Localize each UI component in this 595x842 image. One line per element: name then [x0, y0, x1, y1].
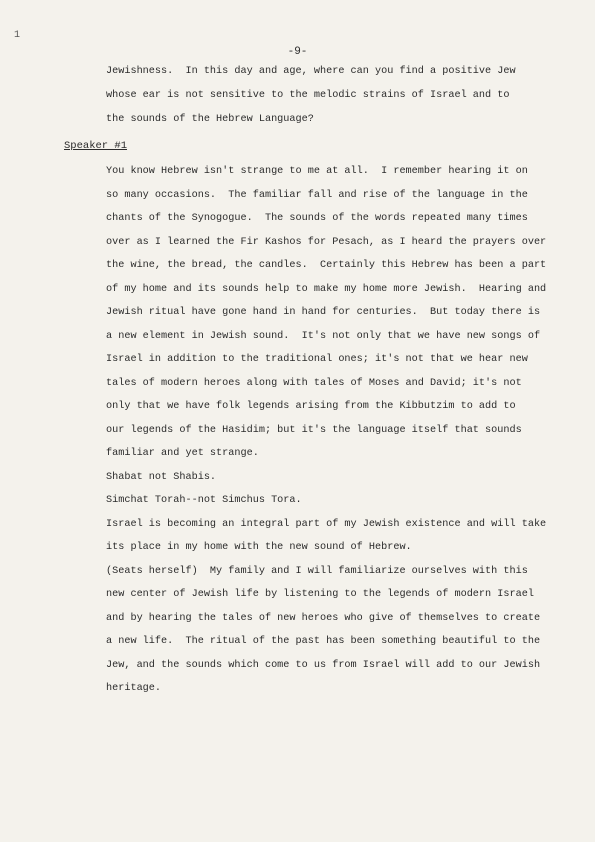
page-number: -9- — [287, 46, 308, 58]
speaker-heading: Speaker #1 — [64, 140, 128, 152]
text-line: over as I learned the Fir Kashos for Pesach, as I heard the prayers over — [106, 236, 547, 248]
corner-mark: 1 — [14, 30, 21, 41]
text-line: Jewish ritual have gone hand in hand for centuries. But today there is — [106, 307, 541, 318]
text-line: Israel is becoming an integral part of my Jewish existence and will take — [106, 518, 547, 530]
text-line: new center of Jewish life by listening to the legends of modern Israel — [106, 589, 534, 600]
text-line: Jewishness. In this day and age, where can you find a positive Jew — [106, 66, 516, 77]
text-line: the sounds of the Hebrew Language? — [106, 114, 314, 125]
text-line: chants of the Synogogue. The sounds of the words repeated many times — [106, 213, 528, 224]
text-line: Jew, and the sounds which come to us from Israel will add to our Jewish — [106, 659, 541, 671]
text-line: a new life. The ritual of the past has been something beautiful to the — [106, 636, 541, 647]
text-line: only that we have folk legends arising from the Kibbutzim to add to — [106, 401, 516, 412]
text-line: Simchat Torah--not Simchus Tora. — [106, 495, 302, 506]
text-line: of my home and its sounds help to make my home more Jewish. Hearing and — [106, 283, 547, 295]
text-line: its place in my home with the new sound of Hebrew. — [106, 542, 412, 553]
text-line: a new element in Jewish sound. It's not only that we have new songs of — [106, 330, 541, 342]
text-line: Israel in addition to the traditional ones; it's not that we hear new — [106, 354, 528, 365]
text-line: Shabat not Shabis. — [106, 471, 217, 483]
text-line: the wine, the bread, the candles. Certainly this Hebrew has been a part — [106, 260, 547, 271]
text-line: so many occasions. The familiar fall and rise of the language in the — [106, 189, 528, 201]
text-line: our legends of the Hasidim; but it's the language itself that sounds — [106, 424, 522, 436]
text-line: You know Hebrew isn't strange to me at all. I remember hearing it on — [106, 166, 528, 177]
text-line: whose ear is not sensitive to the melodic strains of Israel and to — [106, 90, 510, 101]
text-line: (Seats herself) My family and I will familiarize ourselves with this — [106, 565, 528, 577]
text-line: heritage. — [106, 683, 162, 694]
text-line: tales of modern heroes along with tales of Moses and David; it's not — [106, 377, 522, 389]
text-line: and by hearing the tales of new heroes who give of themselves to create — [106, 612, 541, 624]
text-line: familiar and yet strange. — [106, 448, 259, 459]
